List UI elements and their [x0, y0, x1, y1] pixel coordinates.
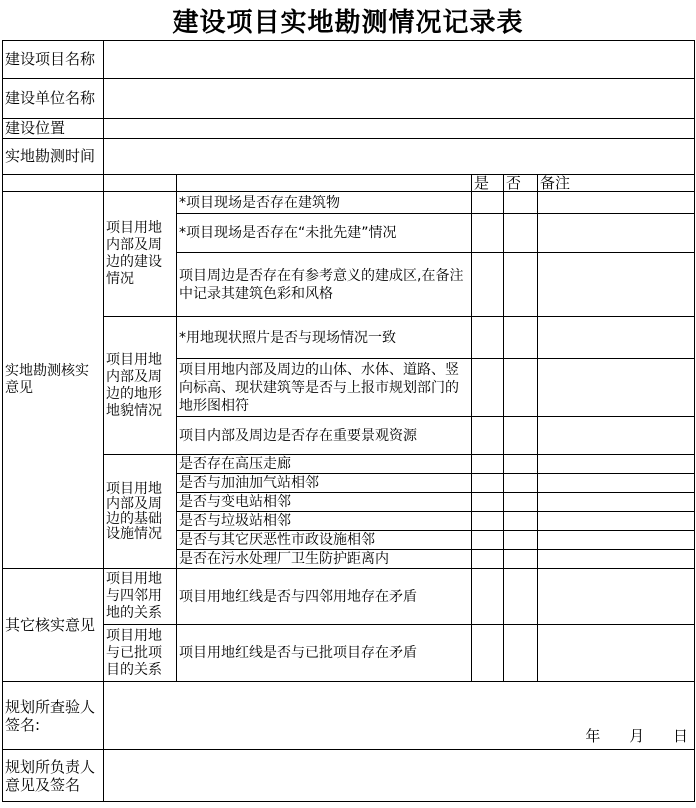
row-unit-name	[3, 79, 695, 119]
no-cell[interactable]	[504, 214, 538, 253]
remark-cell[interactable]	[538, 317, 695, 359]
table-row	[3, 569, 695, 625]
no-cell[interactable]	[504, 531, 538, 550]
yes-cell[interactable]	[472, 359, 504, 417]
check-item: 项目用地内部及周边的山体、水体、道路、竖向标高、现状建筑等是否与上报市规划部门的地形图相符	[177, 359, 472, 417]
no-cell[interactable]	[504, 417, 538, 455]
check-item: 是否与加油加气站相邻	[177, 474, 472, 493]
group-label: 项目用地内部及周边的基础设施情况	[104, 455, 177, 569]
no-cell[interactable]	[504, 493, 538, 512]
section1-label: 实地勘测核实意见	[3, 192, 104, 569]
yes-cell[interactable]	[472, 474, 504, 493]
remark-cell[interactable]	[538, 531, 695, 550]
remark-cell[interactable]	[538, 455, 695, 474]
group-label: 项目用地与已批项目的关系	[104, 625, 177, 682]
remark-cell[interactable]	[538, 359, 695, 417]
remark-cell[interactable]	[538, 512, 695, 531]
remark-cell[interactable]	[538, 474, 695, 493]
no-cell[interactable]	[504, 359, 538, 417]
unit-name-value[interactable]	[104, 79, 695, 119]
check-item: *用地现状照片是否与现场情况一致	[177, 317, 472, 359]
group-label: 项目用地内部及周边的地形地貌情况	[104, 317, 177, 455]
table-row	[3, 455, 695, 474]
check-item: 是否与其它厌恶性市政设施相邻	[177, 531, 472, 550]
table-row	[3, 625, 695, 682]
unit-name-label: 建设单位名称	[3, 79, 104, 119]
yes-cell[interactable]	[472, 417, 504, 455]
year-label: 年	[585, 727, 601, 745]
document-title: 建设项目实地勘测情况记录表	[172, 7, 524, 38]
yes-cell[interactable]	[472, 512, 504, 531]
inspector-signature-field[interactable]	[104, 682, 695, 750]
table-row	[3, 192, 695, 214]
row-project-name	[3, 41, 695, 79]
section2-label: 其它核实意见	[3, 569, 104, 682]
yes-cell[interactable]	[472, 550, 504, 569]
column-yes: 是	[472, 175, 504, 192]
header-blank-2	[104, 175, 177, 192]
no-cell[interactable]	[504, 512, 538, 531]
remark-cell[interactable]	[538, 214, 695, 253]
remark-cell[interactable]	[538, 493, 695, 512]
row-column-header	[3, 175, 695, 192]
yes-cell[interactable]	[472, 625, 504, 682]
survey-time-label: 实地勘测时间	[3, 139, 104, 175]
no-cell[interactable]	[504, 474, 538, 493]
remark-cell[interactable]	[538, 417, 695, 455]
row-location	[3, 119, 695, 139]
check-item: *项目现场是否存在“未批先建”情况	[177, 214, 472, 253]
remark-cell[interactable]	[538, 192, 695, 214]
record-table	[2, 40, 695, 802]
no-cell[interactable]	[504, 569, 538, 625]
column-no: 否	[504, 175, 538, 192]
remark-cell[interactable]	[538, 550, 695, 569]
no-cell[interactable]	[504, 455, 538, 474]
no-cell[interactable]	[504, 550, 538, 569]
no-cell[interactable]	[504, 192, 538, 214]
day-label: 日	[672, 727, 688, 745]
row-chief-signature	[3, 750, 695, 802]
header-blank-3	[177, 175, 472, 192]
check-item: 项目内部及周边是否存在重要景观资源	[177, 417, 472, 455]
remark-cell[interactable]	[538, 569, 695, 625]
project-name-label: 建设项目名称	[3, 41, 104, 79]
check-item: 是否与变电站相邻	[177, 493, 472, 512]
group-label: 项目用地内部及周边的建设情况	[104, 192, 177, 317]
table-row	[3, 317, 695, 359]
yes-cell[interactable]	[472, 214, 504, 253]
check-item: 是否在污水处理厂卫生防护距离内	[177, 550, 472, 569]
remark-cell[interactable]	[538, 253, 695, 317]
column-remark: 备注	[538, 175, 695, 192]
remark-cell[interactable]	[538, 625, 695, 682]
yes-cell[interactable]	[472, 455, 504, 474]
location-value[interactable]	[104, 119, 695, 139]
yes-cell[interactable]	[472, 192, 504, 214]
survey-time-value[interactable]	[104, 139, 695, 175]
chief-signature-field[interactable]	[104, 750, 695, 802]
yes-cell[interactable]	[472, 531, 504, 550]
check-item: 项目用地红线是否与四邻用地存在矛盾	[177, 569, 472, 625]
check-item: 项目周边是否存在有参考意义的建成区,在备注中记录其建筑色彩和风格	[177, 253, 472, 317]
location-label: 建设位置	[3, 119, 104, 139]
chief-signature-label: 规划所负责人意见及签名	[3, 750, 104, 802]
row-survey-time	[3, 139, 695, 175]
yes-cell[interactable]	[472, 253, 504, 317]
date-line	[571, 728, 688, 745]
inspector-signature-label: 规划所查验人签名:	[3, 682, 104, 750]
no-cell[interactable]	[504, 625, 538, 682]
header-blank-1	[3, 175, 104, 192]
check-item: 项目用地红线是否与已批项目存在矛盾	[177, 625, 472, 682]
yes-cell[interactable]	[472, 569, 504, 625]
project-name-value[interactable]	[104, 41, 695, 79]
yes-cell[interactable]	[472, 317, 504, 359]
check-item: 是否与垃圾站相邻	[177, 512, 472, 531]
row-inspector-signature	[3, 682, 695, 750]
check-item: 是否存在高压走廊	[177, 455, 472, 474]
no-cell[interactable]	[504, 317, 538, 359]
no-cell[interactable]	[504, 253, 538, 317]
month-label: 月	[629, 727, 645, 745]
check-item: *项目现场是否存在建筑物	[177, 192, 472, 214]
group-label: 项目用地与四邻用地的关系	[104, 569, 177, 625]
yes-cell[interactable]	[472, 493, 504, 512]
